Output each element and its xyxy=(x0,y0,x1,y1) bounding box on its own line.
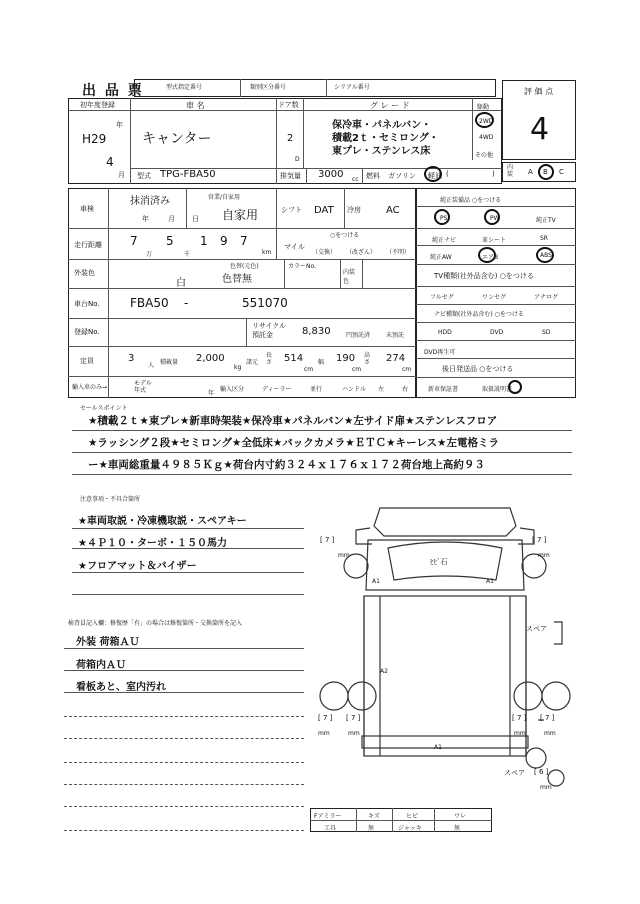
spare-top-label: スペア xyxy=(526,625,547,633)
odo-digit-5: 7 xyxy=(240,234,248,248)
interior-b-circle xyxy=(538,164,554,180)
serial-label: シリアル番号 xyxy=(334,84,370,91)
exterior-color: 白 xyxy=(176,278,186,289)
odo-digit-3: 1 xyxy=(200,234,208,248)
selling-points-label: セールスポイント xyxy=(80,405,128,412)
spare-value: [ 6 ] xyxy=(534,768,549,776)
import-label: 輸入車のみ→ xyxy=(72,384,108,391)
door-label: ドア数 xyxy=(278,101,299,109)
capacity: 3 xyxy=(128,353,135,364)
width: 190 xyxy=(336,353,356,364)
grade-line-3: 東プレ・ステンレス床 xyxy=(332,146,431,157)
chassis-number: 551070 xyxy=(242,296,288,310)
note-line-2: ★４Ｐ１０・ターボ・１５０馬力 xyxy=(78,538,227,549)
odometer-label: 走行距離 xyxy=(74,241,102,249)
usage: 自家用 xyxy=(222,208,259,222)
shift-label: シフト xyxy=(281,206,302,214)
fuel-diesel-circle xyxy=(424,166,442,182)
tire-rr: [ 7 ] xyxy=(512,714,527,722)
a1-front-right: A1 xyxy=(486,578,494,585)
grade-line-1: 保冷車・パネルバン・ xyxy=(332,120,432,131)
selling-point-line-1: ★積載２ｔ★東プレ★新車時架装★保冷車★パネルバン★左サイド扉★ステンレスフロア xyxy=(88,415,498,427)
drive-2wd-circle xyxy=(475,112,494,128)
car-name-label: 車 名 xyxy=(186,101,205,110)
note-line-3: ★フロアマット＆バイザー xyxy=(78,561,197,572)
spare-label: スペア xyxy=(504,769,525,777)
docs-header: 後日発送品 ○をつける xyxy=(442,365,514,373)
length: 514 xyxy=(284,353,304,364)
chassis-model: FBA50 xyxy=(130,296,169,310)
type-label: 型式 xyxy=(137,172,151,180)
chip-label: ﾋﾋﾞ石 xyxy=(430,558,448,566)
mile-label: マイル xyxy=(284,243,305,251)
selling-point-line-2: ★ラッシング２段★セミロング★全低床★バックカメラ★ＥＴＣ★キーレス★左電格ミラ xyxy=(88,437,499,449)
color-change: 色替無 xyxy=(222,274,252,285)
shaken-value: 抹消済み xyxy=(130,196,170,207)
shaken-label: 車検 xyxy=(80,205,94,213)
fuel-label: 燃料 xyxy=(366,172,380,180)
tv-header: TV種類(社外品含む) ○をつける xyxy=(434,272,534,280)
first-reg-label: 初年度登録 xyxy=(80,101,115,109)
check-prompt: ○をつける xyxy=(330,232,360,239)
odo-digit-2: 5 xyxy=(166,234,174,248)
selling-point-line-3: ー★車両総重量４９８５Ｋｇ★荷台内寸約３２４ｘ１７６ｘ１７２荷台地上高約９３ xyxy=(88,459,485,471)
a1-bottom: A1 xyxy=(434,744,442,751)
inspector-line-1: 外装 荷箱ＡＵ xyxy=(76,637,140,648)
height: 274 xyxy=(386,353,406,364)
chassis-label: 車台No. xyxy=(74,300,100,308)
score-label: 評 価 点 xyxy=(524,87,554,96)
inspector-line-2: 荷箱内ＡＵ xyxy=(76,660,126,671)
tire-rr2: [ 7 ] xyxy=(540,714,555,722)
score-value: 4 xyxy=(530,112,550,147)
plate-label: 登録No. xyxy=(74,328,100,336)
car-name: キャンター xyxy=(142,131,212,147)
ac: AC xyxy=(386,205,400,216)
usage-small: 営業/自家用 xyxy=(208,194,241,201)
type-value: TPG-FBA50 xyxy=(160,169,216,180)
displacement-label: 排気量 xyxy=(280,172,301,180)
notes-label: 注意事項・不具合箇所 xyxy=(80,496,141,503)
inspector-line-3: 看板あと、室内汚れ xyxy=(76,682,166,693)
navi-header: ナビ種類(社外品含む) ○をつける xyxy=(434,311,524,318)
category-label: 類別区分番号 xyxy=(250,84,287,91)
recycle-value: 8,830 xyxy=(302,326,331,337)
drive-label: 駆動 xyxy=(477,104,490,111)
ac-label: 冷房 xyxy=(347,206,361,214)
inspector-label: 検査員記入欄：修復歴「有」の場合は修復箇所・交換箇所を記入 xyxy=(68,620,243,627)
grade-line-2: 積載2ｔ・セミロング・ xyxy=(332,133,439,144)
reg-month: 4 xyxy=(106,155,114,169)
drive-other: その他 xyxy=(475,152,494,159)
capacity-label: 定員 xyxy=(80,357,94,365)
tire-fr: [ 7 ] xyxy=(532,536,547,544)
displacement: 3000 xyxy=(318,169,344,180)
reg-year: H29 xyxy=(82,132,107,146)
a1-front-left: A1 xyxy=(372,578,380,585)
tire-fl: [ 7 ] xyxy=(320,536,335,544)
grade-label: グ レ ー ド xyxy=(370,101,410,110)
model-cert-label: 型式指定番号 xyxy=(166,84,203,91)
drive-2wd: 2WD xyxy=(479,118,494,125)
tire-rl: [ 7 ] xyxy=(318,714,333,722)
load-value: 2,000 xyxy=(196,353,225,364)
doors: 2 xyxy=(287,133,294,144)
a2-left: A2 xyxy=(380,668,388,675)
fuel-diesel: 軽油 xyxy=(428,172,442,180)
interior-label: 内装 xyxy=(507,164,514,178)
odo-digit-1: 7 xyxy=(130,234,138,248)
equipment-header: 純正装備品 ○をつける xyxy=(440,197,502,204)
odo-digit-4: 9 xyxy=(220,234,228,248)
note-line-1: ★車両取説・冷凍機取説・スペアキー xyxy=(78,516,247,527)
fuel-gasoline: ガソリン xyxy=(388,172,416,180)
shift: DAT xyxy=(314,205,334,216)
form-title: 出 品 票 xyxy=(82,83,144,99)
drive-4wd: 4WD xyxy=(479,134,494,141)
exterior-label: 外装色 xyxy=(74,269,95,277)
tire-rl2: [ 7 ] xyxy=(346,714,361,722)
